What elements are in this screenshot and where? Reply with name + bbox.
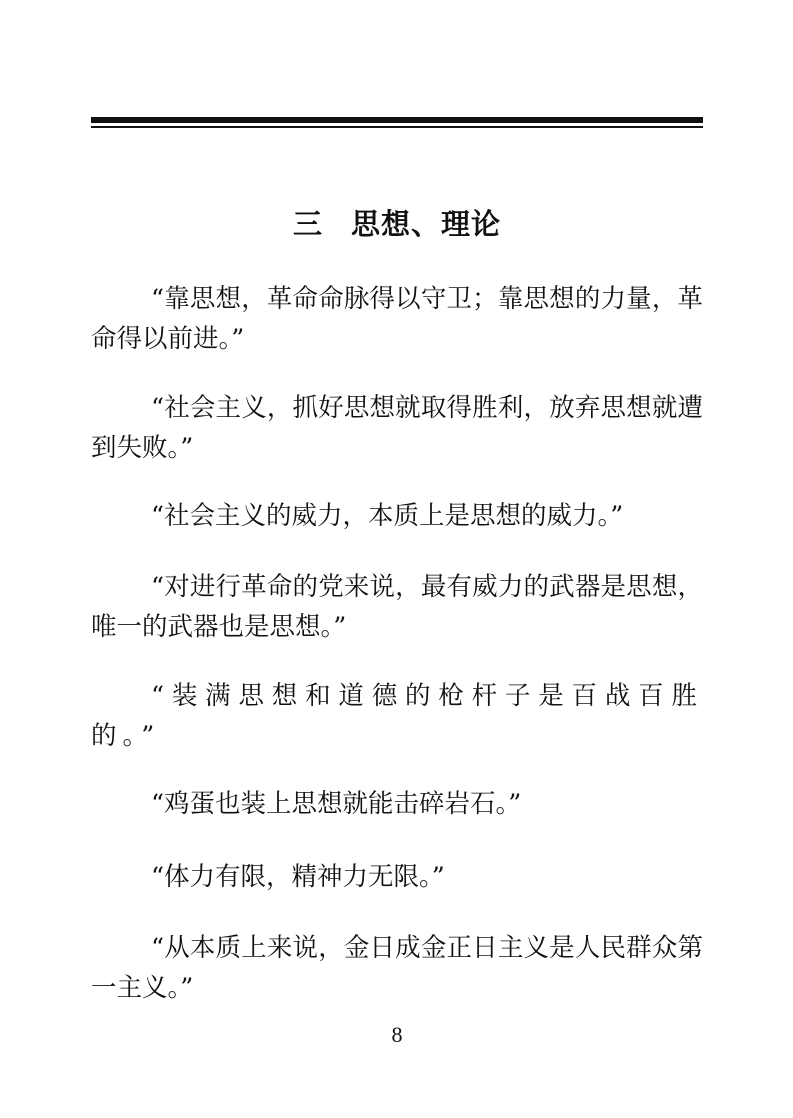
quote-paragraph-5: “装满思想和道德的枪杆子是百战百胜的。” — [91, 681, 703, 751]
header-rule-thick — [91, 117, 703, 123]
quote-paragraph-3: “社会主义的威力，本质上是思想的威力。” — [151, 501, 624, 531]
section-title: 思想、理论 — [351, 207, 502, 241]
page-number: 8 — [391, 1022, 403, 1047]
header-rule-thin — [91, 126, 703, 128]
quote-paragraph-2: “社会主义，抓好思想就取得胜利，放弃思想就遭到失败。” — [91, 393, 703, 463]
quote-paragraph-6: “鸡蛋也装上思想就能击碎岩石。” — [151, 789, 522, 819]
quote-paragraph-7: “体力有限，精神力无限。” — [151, 862, 445, 892]
section-number: 三 — [292, 207, 323, 241]
quote-paragraph-1: “靠思想，革命命脉得以守卫；靠思想的力量，革命得以前进。” — [91, 284, 703, 354]
quote-paragraph-8: “从本质上来说，金日成金正日主义是人民群众第一主义。” — [91, 933, 703, 1003]
quote-paragraph-4: “对进行革命的党来说，最有威力的武器是思想，唯一的武器也是思想。” — [91, 572, 703, 642]
section-heading — [91, 204, 703, 244]
